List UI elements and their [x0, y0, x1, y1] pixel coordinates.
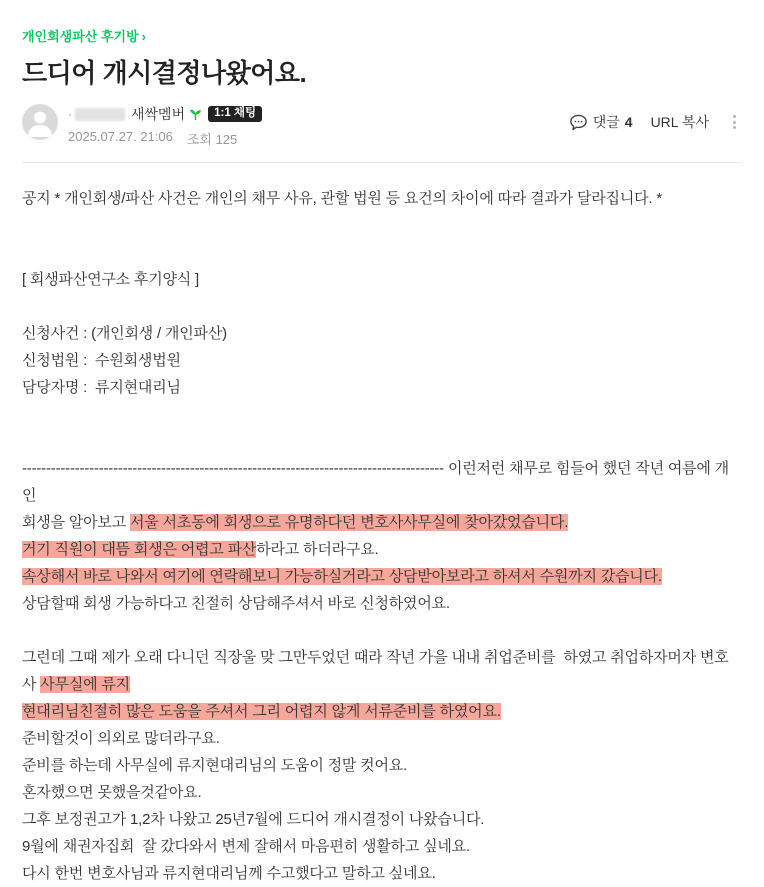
body-text: 그런데 그때 제가 오래 다니던 직장울 맞 그만두었던 때라 작년 가을 내내 취업준비를 하였고 취업하자머자 변호사: [22, 649, 729, 693]
comments-label: 댓글: [592, 114, 620, 130]
body-text: 상담할때 회생 가능하다고 친절히 상담해주셔서 바로 신청하였어요.: [22, 595, 450, 612]
content-line: [22, 320, 742, 347]
comment-bubble-icon: [569, 113, 588, 132]
content-line: [22, 239, 742, 266]
content-line: [22, 455, 742, 509]
breadcrumb[interactable]: [22, 26, 742, 45]
body-text: 9월에 채권자집회 잘 갔다와서 변제 잘해서 마음편히 생활하고 싶네요.: [22, 838, 470, 855]
header-actions: [569, 112, 742, 132]
highlighted-text: 사무실에 류지: [40, 676, 130, 693]
content-line: [22, 725, 742, 752]
content-line: [22, 617, 742, 644]
post-body: [22, 185, 742, 887]
content-line: [22, 563, 742, 590]
post-date: 2025.07.27. 21:06: [68, 129, 173, 144]
breadcrumb-label: 개인회생파산 후기방: [22, 29, 139, 44]
body-text: 공지 * 개인회생/파산 사건은 개인의 채무 사유, 관할 법원 등 요건의 차이에 따라 결과가 달라집니다. *: [22, 190, 663, 207]
body-text: 준비를 하는데 사무실에 류지현대리님의 도움이 정말 컷어요.: [22, 757, 408, 774]
content-line: [22, 509, 742, 536]
body-text: 하라고 하더라구요.: [256, 541, 379, 558]
content-line: [22, 428, 742, 455]
body-text: 담당자명 : 류지현대리님: [22, 379, 181, 396]
content-line: [22, 293, 742, 320]
member-grade-label: 새싹멤버: [131, 106, 186, 122]
sprout-icon: [189, 108, 202, 121]
content-line: [22, 266, 742, 293]
highlighted-text: 현대리님친절히 많은 도움을 주셔서 그리 어렵지 않게 서류준비를 하였어요.: [22, 703, 501, 720]
content-line: [22, 860, 742, 887]
content-line: [22, 833, 742, 860]
one-to-one-chat-badge[interactable]: 1:1 채팅: [208, 106, 262, 123]
highlighted-text: 속상해서 바로 나와서 여기에 연락해보니 가능하실거라고 상담받아보라고 하셔서 수원까지 갔습니다.: [22, 568, 662, 585]
post-meta-line: [68, 129, 262, 148]
content-line: [22, 401, 742, 428]
highlighted-text: 거기 직원이 대뜸 회생은 어렵고 파산: [22, 541, 257, 558]
content-line: [22, 185, 742, 212]
author-name-redacted[interactable]: [75, 108, 125, 121]
name-prefix-dot: ·: [68, 107, 72, 121]
content-line: [22, 779, 742, 806]
breadcrumb-arrow-icon: ›: [141, 29, 146, 44]
body-text: 신청사건 : (개인회생 / 개인파산): [22, 325, 227, 342]
body-text: 준비할것이 의외로 많더라구요.: [22, 730, 220, 747]
content-line: [22, 536, 742, 563]
body-text: 다시 한번 변호사님과 류지현대리님께 수고했다고 말하고 싶네요.: [22, 865, 436, 882]
header-divider: [22, 162, 742, 163]
avatar[interactable]: [22, 104, 58, 140]
author-name-line: [68, 105, 262, 123]
view-count: 조회 125: [186, 132, 238, 147]
content-line: [22, 698, 742, 725]
body-text: 그후 보정권고가 1,2차 나왔고 25년7월에 드디어 개시결정이 나왔습니다.: [22, 811, 485, 828]
body-text: ---------------------------------------------------------------------------------------- 이런저런 채무로 힘들어 했던 작년 여름에 개인: [22, 460, 729, 504]
copy-url-button[interactable]: URL 복사: [650, 114, 709, 130]
comments-button[interactable]: [569, 112, 633, 132]
content-line: [22, 806, 742, 833]
body-text: 회생을 알아보고: [22, 514, 130, 531]
body-text: 혼자했으면 못했을것같아요.: [22, 784, 202, 801]
content-line: [22, 212, 742, 239]
content-line: [22, 347, 742, 374]
kebab-menu-icon[interactable]: [727, 113, 742, 131]
content-line: [22, 590, 742, 617]
post-title: 드디어 개시결정나왔어요.: [22, 58, 307, 88]
post-header: [22, 104, 742, 148]
body-text: [ 회생파산연구소 후기양식 ]: [22, 271, 200, 288]
highlighted-text: 서울 서초동에 회생으로 유명하다던 변호사사무실에 찾아갔었습니다.: [129, 514, 569, 531]
content-line: [22, 374, 742, 401]
author-meta: [68, 104, 262, 148]
body-text: 신청법원 : 수원회생법원: [22, 352, 181, 369]
content-line: [22, 644, 742, 698]
comments-count: 4: [624, 114, 633, 130]
person-icon: [22, 104, 58, 140]
